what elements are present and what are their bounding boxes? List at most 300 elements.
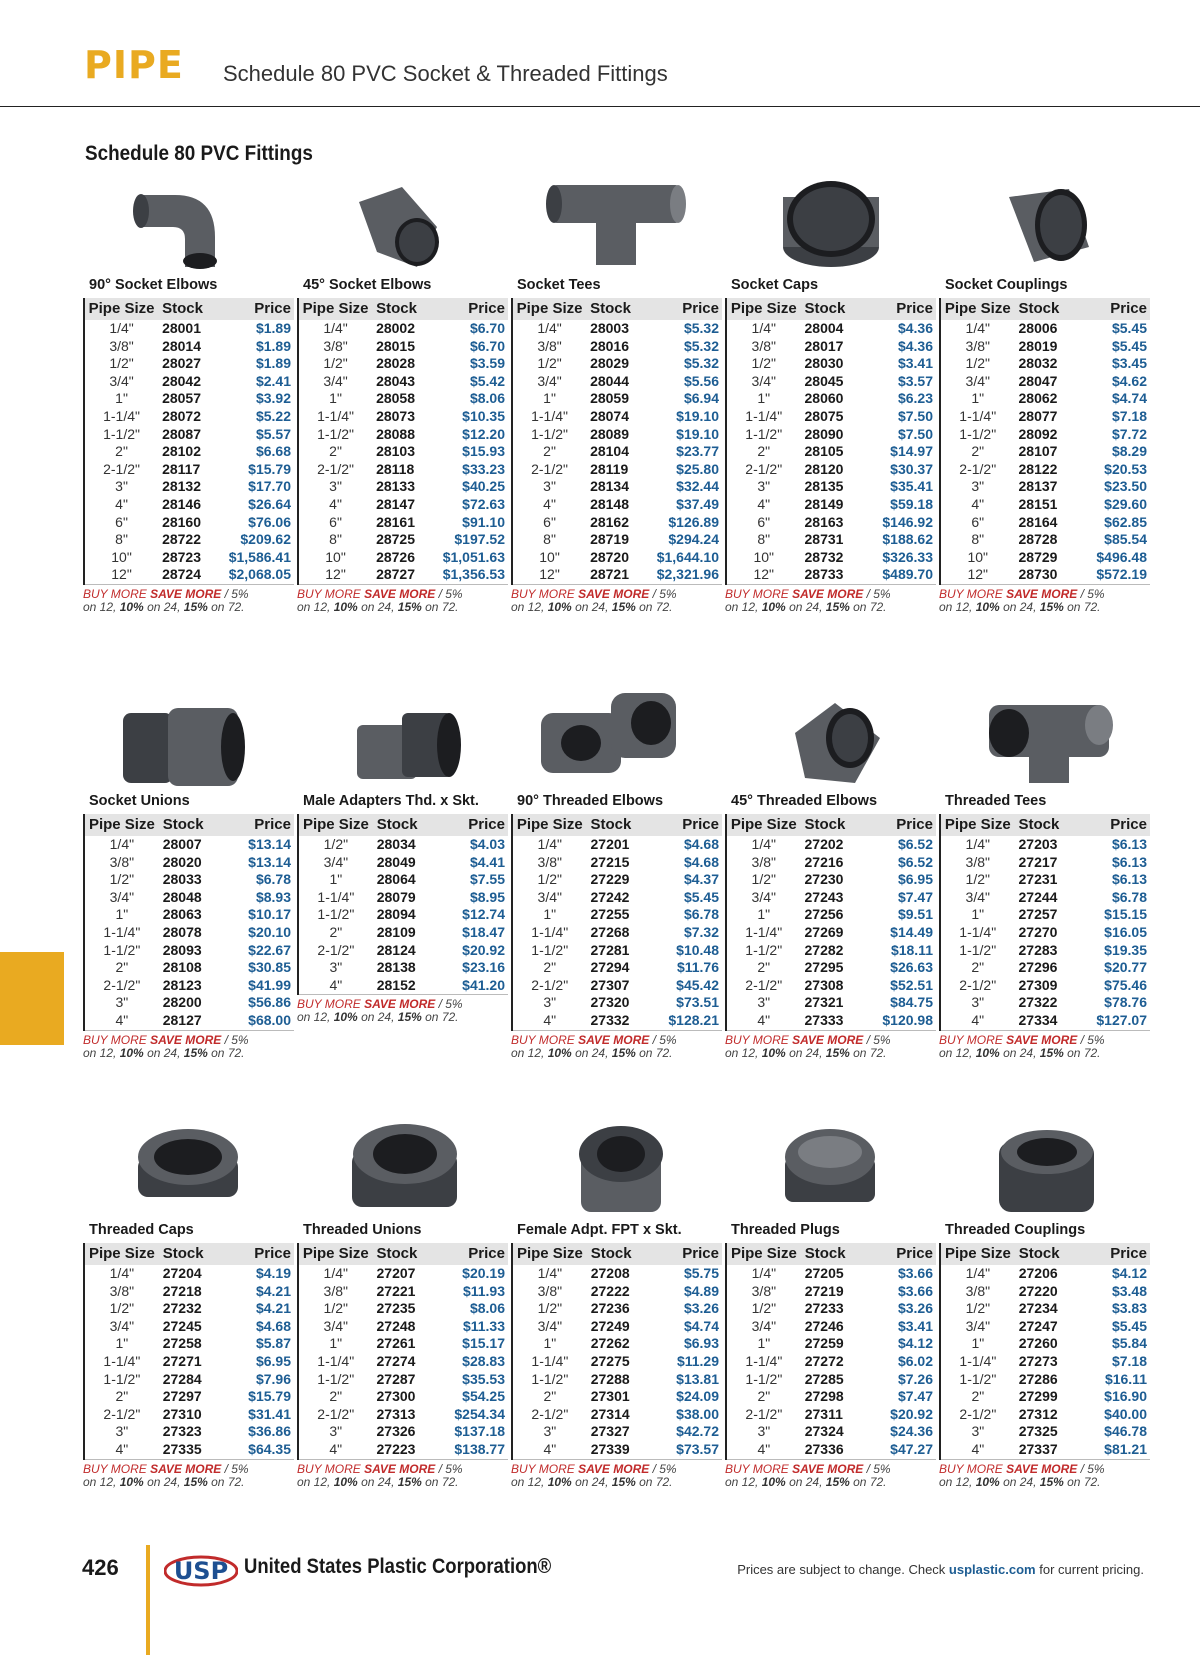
price: $19.10 — [676, 425, 719, 442]
pipe-size: 2" — [543, 443, 556, 460]
stock-number: 28137 — [1018, 478, 1058, 495]
table-row — [298, 1318, 508, 1336]
price: $46.78 — [1104, 1423, 1147, 1440]
price: $5.75 — [683, 1265, 719, 1281]
header-pipe-size: Pipe Size — [298, 298, 372, 320]
stock-number: 27312 — [1018, 1405, 1058, 1422]
stock-number: 28062 — [1018, 390, 1058, 407]
promo-part: 15% — [397, 600, 422, 614]
elbow-90-icon — [83, 167, 296, 277]
promo-part: 10% — [119, 1474, 144, 1489]
pipe-size: 1-1/4" — [317, 1352, 355, 1369]
table-row — [512, 1012, 722, 1030]
page-title: Schedule 80 PVC Socket & Threaded Fittings — [223, 61, 668, 86]
stock-number: 27337 — [1018, 1440, 1058, 1457]
stock-number: 28078 — [162, 923, 202, 940]
table-row — [940, 478, 1150, 496]
price: $4.36 — [897, 320, 933, 336]
header-price: Price — [217, 298, 294, 320]
header-price: Price — [646, 814, 722, 836]
price: $84.75 — [890, 994, 933, 1011]
promo-wrap — [725, 1461, 891, 1489]
price: $6.78 — [255, 871, 291, 888]
table-row — [84, 514, 294, 532]
pipe-size: 3" — [543, 994, 557, 1011]
promo-part: BUY MORE — [83, 1032, 151, 1047]
table-row — [940, 338, 1150, 356]
promo-part: 10% — [975, 1045, 1000, 1060]
pipe-size: 4" — [543, 495, 556, 512]
promo-part: SAVE MORE — [150, 587, 222, 601]
price: $6.94 — [683, 390, 719, 407]
table-row — [940, 1283, 1150, 1301]
pipe-size: 2-1/2" — [745, 976, 783, 993]
stock-number: 27285 — [804, 1370, 844, 1387]
table-row — [940, 443, 1150, 461]
price: $24.09 — [676, 1388, 719, 1405]
stock-number: 27282 — [804, 941, 844, 958]
stock-number: 27215 — [590, 853, 630, 870]
price: $45.42 — [676, 976, 719, 993]
table-row — [298, 977, 508, 995]
price: $4.74 — [1111, 390, 1147, 407]
stock-number: 28109 — [376, 923, 416, 940]
table-row — [298, 1371, 508, 1389]
pipe-size: 2-1/2" — [103, 460, 140, 477]
table-row — [512, 1371, 722, 1389]
pipe-size: 2" — [329, 443, 342, 460]
pipe-size: 3/8" — [109, 337, 134, 354]
pipe-size: 1" — [543, 906, 557, 923]
price: $4.89 — [683, 1282, 719, 1299]
stock-number: 27300 — [376, 1388, 416, 1405]
stock-number: 27244 — [1018, 888, 1058, 905]
promo-text — [511, 1034, 677, 1060]
table-row — [512, 924, 722, 942]
header-price: Price — [431, 298, 508, 320]
promo-part: 10% — [119, 600, 144, 614]
table-row — [84, 1335, 294, 1353]
promo-part: / 5% — [435, 587, 463, 601]
promo-part: 15% — [611, 1045, 636, 1060]
promo-wrap — [511, 586, 677, 614]
price: $4.37 — [683, 871, 719, 888]
price: $8.06 — [469, 1300, 505, 1317]
pipe-size: 3/8" — [965, 1282, 991, 1299]
price: $24.36 — [890, 1423, 933, 1440]
price: $18.11 — [890, 941, 933, 958]
pipe-size: 1/2" — [751, 355, 776, 372]
pipe-size: 2-1/2" — [317, 941, 355, 958]
promo-part: 10% — [119, 1045, 144, 1060]
table-row — [84, 1353, 294, 1371]
stock-number: 28057 — [162, 390, 202, 407]
table-row — [512, 549, 722, 567]
table-row — [512, 977, 722, 995]
promo-part: on 12, — [939, 600, 976, 614]
promo-part: BUY MORE — [725, 1032, 793, 1047]
price: $38.00 — [676, 1405, 719, 1422]
price-table — [939, 1243, 1150, 1460]
price: $52.51 — [890, 976, 933, 993]
stock-number: 27258 — [162, 1335, 202, 1352]
price: $2,321.96 — [656, 566, 719, 583]
pipe-size: 12" — [753, 566, 775, 583]
stock-number: 27217 — [1018, 853, 1058, 870]
promo-part: BUY MORE — [83, 1461, 151, 1476]
price: $29.60 — [1104, 495, 1147, 512]
price: $23.50 — [1104, 478, 1147, 495]
product-name: Socket Tees — [517, 277, 601, 293]
table-row — [940, 355, 1150, 373]
table-row — [84, 390, 294, 408]
table-row — [512, 1335, 722, 1353]
promo-part: on 12, — [511, 600, 548, 614]
price: $26.63 — [890, 959, 933, 976]
promo-wrap — [511, 1461, 677, 1489]
price: $13.14 — [248, 836, 291, 852]
table-row — [726, 1441, 936, 1459]
price: $81.21 — [1104, 1440, 1147, 1457]
pipe-size: 1-1/4" — [317, 407, 354, 424]
stock-number: 27288 — [590, 1370, 630, 1387]
price: $8.29 — [1111, 443, 1147, 460]
promo-part: / 5% — [221, 587, 249, 601]
stock-number: 28074 — [590, 407, 630, 424]
table-row — [298, 871, 508, 889]
promo-text — [511, 1463, 677, 1489]
pipe-size: 3" — [543, 478, 556, 495]
table-row — [84, 461, 294, 479]
stock-number: 27296 — [1018, 959, 1058, 976]
stock-number: 27325 — [1018, 1423, 1058, 1440]
promo-part: SAVE MORE — [578, 1032, 650, 1047]
stock-number: 27256 — [804, 906, 844, 923]
price: $120.98 — [882, 1011, 933, 1028]
pipe-size: 1/2" — [751, 871, 776, 888]
pipe-size: 2" — [543, 1388, 557, 1405]
pipe-size: 12" — [967, 566, 989, 583]
pipe-size: 2" — [543, 959, 557, 976]
table-row — [512, 1283, 722, 1301]
stock-number: 27207 — [376, 1265, 416, 1281]
promo-part: BUY MORE — [511, 1032, 579, 1047]
pipe-size: 1-1/4" — [103, 1352, 141, 1369]
table-row — [940, 373, 1150, 391]
header-pipe-size: Pipe Size — [84, 1243, 159, 1265]
pipe-size: 2-1/2" — [959, 460, 997, 477]
promo-part: 15% — [611, 1474, 636, 1489]
table-row — [940, 549, 1150, 567]
stock-number: 27201 — [590, 836, 630, 852]
promo-text — [939, 588, 1105, 614]
table-row — [726, 1406, 936, 1424]
price: $75.46 — [1104, 976, 1147, 993]
promo-part: on 12, — [725, 600, 762, 614]
pipe-size: 1-1/4" — [745, 923, 783, 940]
table-row — [512, 478, 722, 496]
table-row — [726, 1388, 936, 1406]
promo-part: on 24, — [999, 1045, 1040, 1060]
header-price: Price — [646, 1243, 722, 1265]
table-row — [940, 426, 1150, 444]
price: $3.48 — [1111, 1282, 1147, 1299]
pipe-size: 1/4" — [323, 320, 348, 336]
stock-number: 27234 — [1018, 1300, 1058, 1317]
price: $54.25 — [462, 1388, 505, 1405]
stock-number: 27259 — [804, 1335, 844, 1352]
stock-number: 28028 — [376, 355, 416, 372]
price: $6.52 — [897, 853, 933, 870]
price: $4.12 — [1111, 1265, 1147, 1281]
price: $6.13 — [1111, 836, 1147, 852]
header-stock: Stock — [372, 298, 431, 320]
promo-text — [297, 1463, 463, 1489]
stock-number: 28723 — [162, 548, 202, 565]
pipe-size: 12" — [111, 566, 132, 583]
table-row — [512, 854, 722, 872]
price: $14.49 — [890, 923, 933, 940]
stock-number: 28721 — [590, 566, 630, 583]
pipe-size: 1-1/2" — [531, 1370, 569, 1387]
price: $5.22 — [255, 407, 291, 424]
promo-part: on 24, — [571, 600, 612, 614]
pipe-size: 2-1/2" — [317, 460, 354, 477]
pipe-size: 3/8" — [751, 1282, 777, 1299]
header-price: Price — [860, 814, 936, 836]
website-link[interactable]: usplastic.com — [948, 1562, 1036, 1577]
price: $11.33 — [462, 1317, 505, 1334]
pipe-size: 3/4" — [109, 372, 134, 389]
stock-number: 28015 — [376, 337, 416, 354]
price: $31.41 — [248, 1405, 291, 1422]
pipe-size: 4" — [757, 1440, 771, 1457]
promo-part: 10% — [761, 600, 786, 614]
header-price: Price — [1074, 1243, 1150, 1265]
table-row — [512, 959, 722, 977]
price: $15.79 — [248, 1388, 291, 1405]
stock-number: 27223 — [376, 1440, 416, 1457]
header-pipe-size: Pipe Size — [84, 814, 159, 836]
table-row — [726, 854, 936, 872]
pipe-size: 1/4" — [537, 836, 562, 852]
price: $326.33 — [882, 548, 933, 565]
stock-number: 28123 — [162, 976, 202, 993]
threaded-union-icon — [297, 1112, 510, 1222]
header-price: Price — [218, 1243, 294, 1265]
pipe-size: 12" — [539, 566, 560, 583]
promo-wrap — [297, 1461, 463, 1489]
promo-part: 15% — [183, 600, 208, 614]
table-row — [84, 355, 294, 373]
stock-number: 27249 — [590, 1317, 630, 1334]
promo-part: on 12, — [939, 1045, 976, 1060]
promo-part: SAVE MORE — [1006, 587, 1078, 601]
table-row — [512, 906, 722, 924]
stock-number: 27309 — [1018, 976, 1058, 993]
stock-number: 28122 — [1018, 460, 1058, 477]
table-row — [84, 478, 294, 496]
product-name: Socket Caps — [731, 277, 819, 293]
stock-number: 28029 — [590, 355, 630, 372]
price: $7.96 — [255, 1370, 291, 1387]
promo-part: on 12, — [83, 1474, 120, 1489]
stock-number: 28063 — [162, 906, 202, 923]
promo-part: / 5% — [1077, 1461, 1105, 1476]
table-row — [298, 1388, 508, 1406]
pipe-size: 10" — [111, 548, 132, 565]
price: $15.93 — [462, 443, 505, 460]
price: $4.68 — [683, 836, 719, 852]
female-adapter-icon — [511, 1112, 724, 1222]
table-row — [726, 1300, 936, 1318]
price: $1,051.63 — [442, 548, 505, 565]
table-row — [940, 836, 1150, 854]
table-row — [726, 1012, 936, 1030]
price: $1,644.10 — [656, 548, 719, 565]
stock-number: 27247 — [1018, 1317, 1058, 1334]
table-row — [298, 959, 508, 977]
stock-number: 28102 — [162, 443, 202, 460]
price: $11.93 — [462, 1282, 505, 1299]
price: $6.02 — [897, 1352, 933, 1369]
stock-number: 27255 — [590, 906, 630, 923]
pipe-size: 1/4" — [537, 1265, 563, 1281]
price: $12.74 — [462, 906, 505, 923]
promo-part: on 12, — [297, 600, 334, 614]
pipe-size: 2-1/2" — [103, 976, 141, 993]
table-row — [940, 514, 1150, 532]
stock-number: 27299 — [1018, 1388, 1058, 1405]
promo-part: on 12, — [297, 1474, 334, 1489]
table-row — [84, 1300, 294, 1318]
table-row — [940, 531, 1150, 549]
promo-part: on 24, — [143, 1474, 184, 1489]
pipe-size: 3/8" — [109, 853, 135, 870]
stock-number: 27257 — [1018, 906, 1058, 923]
promo-part: 10% — [761, 1474, 786, 1489]
pipe-size: 2" — [971, 1388, 985, 1405]
stock-number: 28127 — [162, 1011, 202, 1028]
pipe-size: 4" — [329, 495, 342, 512]
promo-part: on 72. — [207, 1474, 245, 1489]
stock-number: 28103 — [376, 443, 416, 460]
price: $6.95 — [255, 1352, 291, 1369]
table-row — [726, 549, 936, 567]
pipe-size: 4" — [543, 1011, 557, 1028]
promo-part: / 5% — [1077, 587, 1105, 601]
table-row — [940, 994, 1150, 1012]
price: $7.72 — [1111, 425, 1147, 442]
promo-part: on 72. — [635, 1045, 673, 1060]
pipe-size: 1" — [971, 390, 985, 407]
table-row — [940, 1423, 1150, 1441]
pipe-size: 4" — [757, 1011, 771, 1028]
pipe-size: 8" — [329, 531, 342, 548]
header-price: Price — [860, 298, 936, 320]
price: $3.57 — [897, 372, 933, 389]
promo-part: on 24, — [357, 600, 398, 614]
price: $23.77 — [676, 443, 719, 460]
price: $126.89 — [668, 513, 719, 530]
pipe-size: 3" — [971, 994, 985, 1011]
promo-part: 15% — [825, 600, 850, 614]
pipe-size: 10" — [325, 548, 346, 565]
stock-number: 28726 — [376, 548, 416, 565]
price-table — [297, 1243, 508, 1460]
threaded-elbow-45-icon — [725, 683, 938, 793]
table-row — [84, 977, 294, 995]
stock-number: 28164 — [1018, 513, 1058, 530]
promo-part: SAVE MORE — [364, 587, 436, 601]
table-row — [298, 1283, 508, 1301]
promo-part: on 24, — [571, 1045, 612, 1060]
promo-part: 15% — [183, 1045, 208, 1060]
table-row — [298, 854, 508, 872]
price-table — [297, 298, 508, 585]
pipe-size: 1/4" — [109, 320, 134, 336]
table-row — [84, 1283, 294, 1301]
promo-part: BUY MORE — [939, 1461, 1007, 1476]
price: $8.06 — [469, 390, 505, 407]
price: $7.18 — [1111, 407, 1147, 424]
price-table — [725, 298, 936, 585]
pipe-size: 1/2" — [537, 1300, 563, 1317]
threaded-elbow-90-icon — [511, 683, 724, 793]
table-row — [726, 1353, 936, 1371]
price: $572.19 — [1096, 566, 1147, 583]
pipe-size: 1-1/2" — [317, 1370, 355, 1387]
promo-text — [939, 1034, 1105, 1060]
table-row — [84, 994, 294, 1012]
pipe-size: 4" — [329, 1440, 343, 1457]
pipe-size: 8" — [115, 531, 128, 548]
stock-number: 27235 — [376, 1300, 416, 1317]
price: $5.84 — [1111, 1335, 1147, 1352]
table-row — [298, 355, 508, 373]
table-row — [298, 1423, 508, 1441]
stock-number: 28731 — [804, 531, 844, 548]
pipe-size: 1" — [757, 906, 771, 923]
promo-text — [511, 588, 677, 614]
promo-part: / 5% — [221, 1032, 249, 1047]
pipe-size: 1-1/4" — [959, 923, 997, 940]
table-row — [940, 1012, 1150, 1030]
price-table — [83, 1243, 294, 1460]
pricing-note — [737, 1562, 1144, 1577]
promo-part: 15% — [1039, 600, 1064, 614]
tee-icon — [511, 167, 724, 277]
price: $3.41 — [897, 355, 933, 372]
stock-number: 27221 — [376, 1282, 416, 1299]
table-row — [84, 338, 294, 356]
product-name: Socket Couplings — [945, 277, 1068, 293]
table-row — [512, 496, 722, 514]
stock-number: 28135 — [804, 478, 844, 495]
price: $17.70 — [248, 478, 291, 495]
stock-number: 27219 — [804, 1282, 844, 1299]
promo-part: SAVE MORE — [1006, 1032, 1078, 1047]
pipe-size: 3/8" — [965, 853, 990, 870]
promo-wrap — [511, 1032, 677, 1060]
pipe-size: 2" — [115, 959, 129, 976]
pipe-size: 1" — [971, 1335, 985, 1352]
price: $2.41 — [255, 372, 291, 389]
stock-number: 28729 — [1018, 548, 1058, 565]
promo-wrap — [83, 1032, 249, 1060]
price: $294.24 — [668, 531, 719, 548]
price: $5.42 — [469, 372, 505, 389]
